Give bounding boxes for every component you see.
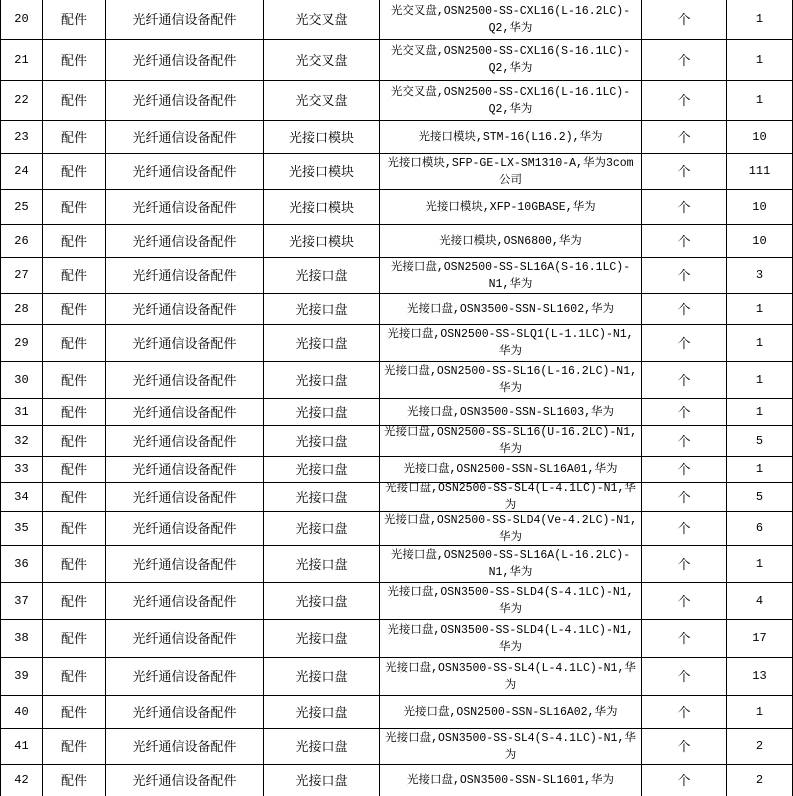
quantity-cell: 3 bbox=[727, 257, 793, 293]
quantity-cell: 1 bbox=[727, 398, 793, 425]
table-row bbox=[0, 293, 793, 324]
subcategory-cell: 光纤通信设备配件 bbox=[106, 189, 264, 224]
description-line: 光接口盘,OSN2500-SSN-SL16A01,华为 bbox=[403, 463, 618, 476]
description-line: 公司 bbox=[499, 173, 522, 187]
unit-cell: 个 bbox=[642, 425, 727, 456]
unit-cell: 个 bbox=[642, 482, 727, 511]
item-name-cell: 光接口盘 bbox=[264, 511, 380, 545]
item-name-cell: 光接口模块 bbox=[264, 120, 380, 153]
item-name-cell: 光接口模块 bbox=[264, 224, 380, 257]
row-number-cell: 36 bbox=[0, 545, 43, 582]
description-line: 光交叉盘,OSN2500-SS-CXL16(S-16.1LC)- bbox=[390, 45, 631, 58]
item-name-cell: 光接口模块 bbox=[264, 153, 380, 189]
item-name-cell: 光接口盘 bbox=[264, 257, 380, 293]
row-number-cell: 23 bbox=[0, 120, 43, 153]
subcategory-cell: 光纤通信设备配件 bbox=[106, 153, 264, 189]
table-row bbox=[0, 80, 793, 120]
description-line: 光接口模块,STM-16(L16.2),华为 bbox=[418, 130, 603, 144]
item-name-cell: 光交叉盘 bbox=[264, 0, 380, 39]
description-cell bbox=[380, 39, 642, 80]
description-cell bbox=[380, 153, 642, 189]
row-number-cell: 40 bbox=[0, 695, 43, 728]
category-cell: 配件 bbox=[43, 257, 106, 293]
unit-cell: 个 bbox=[642, 695, 727, 728]
item-name-cell: 光接口盘 bbox=[264, 764, 380, 796]
subcategory-cell: 光纤通信设备配件 bbox=[106, 398, 264, 425]
subcategory-cell: 光纤通信设备配件 bbox=[106, 695, 264, 728]
row-number-cell: 34 bbox=[0, 482, 43, 511]
category-cell: 配件 bbox=[43, 39, 106, 80]
item-name-cell: 光接口盘 bbox=[264, 425, 380, 456]
table-row bbox=[0, 619, 793, 657]
unit-cell: 个 bbox=[642, 0, 727, 39]
table-row bbox=[0, 511, 793, 545]
description-line: Q2,华为 bbox=[488, 21, 533, 35]
description-line: 光接口盘,OSN3500-SSN-SL1603,华为 bbox=[406, 405, 615, 419]
subcategory-cell: 光纤通信设备配件 bbox=[106, 511, 264, 545]
table-row bbox=[0, 728, 793, 764]
table-row bbox=[0, 39, 793, 80]
description-cell bbox=[380, 257, 642, 293]
table-row bbox=[0, 120, 793, 153]
table-row bbox=[0, 482, 793, 511]
table-row bbox=[0, 153, 793, 189]
quantity-cell: 1 bbox=[727, 80, 793, 120]
category-cell: 配件 bbox=[43, 582, 106, 619]
subcategory-cell: 光纤通信设备配件 bbox=[106, 456, 264, 482]
subcategory-cell: 光纤通信设备配件 bbox=[106, 764, 264, 796]
category-cell: 配件 bbox=[43, 120, 106, 153]
description-cell bbox=[380, 120, 642, 153]
subcategory-cell: 光纤通信设备配件 bbox=[106, 545, 264, 582]
row-number-cell: 22 bbox=[0, 80, 43, 120]
unit-cell: 个 bbox=[642, 224, 727, 257]
category-cell: 配件 bbox=[43, 764, 106, 796]
quantity-cell: 17 bbox=[727, 619, 793, 657]
quantity-cell: 10 bbox=[727, 189, 793, 224]
row-number-cell: 30 bbox=[0, 361, 43, 398]
unit-cell: 个 bbox=[642, 293, 727, 324]
item-name-cell: 光接口盘 bbox=[264, 657, 380, 695]
description-cell bbox=[380, 582, 642, 619]
unit-cell: 个 bbox=[642, 398, 727, 425]
description-cell bbox=[380, 619, 642, 657]
row-number-cell: 35 bbox=[0, 511, 43, 545]
category-cell: 配件 bbox=[43, 728, 106, 764]
description-line: Q2,华为 bbox=[488, 102, 533, 116]
unit-cell: 个 bbox=[642, 120, 727, 153]
description-cell bbox=[380, 80, 642, 120]
subcategory-cell: 光纤通信设备配件 bbox=[106, 293, 264, 324]
unit-cell: 个 bbox=[642, 80, 727, 120]
quantity-cell: 10 bbox=[727, 224, 793, 257]
unit-cell: 个 bbox=[642, 189, 727, 224]
description-cell bbox=[380, 293, 642, 324]
item-name-cell: 光接口模块 bbox=[264, 189, 380, 224]
category-cell: 配件 bbox=[43, 189, 106, 224]
item-name-cell: 光接口盘 bbox=[264, 324, 380, 361]
item-name-cell: 光接口盘 bbox=[264, 361, 380, 398]
description-line: 为 bbox=[504, 748, 517, 762]
item-name-cell: 光交叉盘 bbox=[264, 39, 380, 80]
quantity-cell: 13 bbox=[727, 657, 793, 695]
description-line: 光接口盘,OSN3500-SS-SLD4(L-4.1LC)-N1, bbox=[387, 623, 634, 637]
quantity-cell: 1 bbox=[727, 545, 793, 582]
table-row bbox=[0, 0, 793, 39]
item-name-cell: 光接口盘 bbox=[264, 728, 380, 764]
description-line: 华为 bbox=[499, 382, 522, 395]
description-line: Q2,华为 bbox=[488, 62, 533, 75]
description-line: N1,华为 bbox=[488, 566, 533, 579]
item-name-cell: 光接口盘 bbox=[264, 456, 380, 482]
row-number-cell: 31 bbox=[0, 398, 43, 425]
category-cell: 配件 bbox=[43, 361, 106, 398]
unit-cell: 个 bbox=[642, 545, 727, 582]
description-line: 光接口盘,OSN2500-SS-SL4(L-4.1LC)-N1,华 bbox=[385, 482, 636, 495]
quantity-cell: 1 bbox=[727, 361, 793, 398]
category-cell: 配件 bbox=[43, 398, 106, 425]
description-cell bbox=[380, 0, 642, 39]
quantity-cell: 4 bbox=[727, 582, 793, 619]
unit-cell: 个 bbox=[642, 728, 727, 764]
category-cell: 配件 bbox=[43, 0, 106, 39]
category-cell: 配件 bbox=[43, 80, 106, 120]
row-number-cell: 25 bbox=[0, 189, 43, 224]
item-name-cell: 光接口盘 bbox=[264, 482, 380, 511]
description-cell bbox=[380, 361, 642, 398]
description-line: 光接口盘,OSN2500-SS-SL16A(L-16.2LC)- bbox=[390, 549, 631, 562]
quantity-cell: 2 bbox=[727, 728, 793, 764]
unit-cell: 个 bbox=[642, 39, 727, 80]
category-cell: 配件 bbox=[43, 153, 106, 189]
quantity-cell: 1 bbox=[727, 324, 793, 361]
description-line: 光接口盘,OSN2500-SSN-SL16A02,华为 bbox=[403, 705, 618, 719]
description-line: 光接口模块,OSN6800,华为 bbox=[439, 234, 582, 248]
row-number-cell: 21 bbox=[0, 39, 43, 80]
description-line: 光接口盘,OSN2500-SS-SL16(L-16.2LC)-N1, bbox=[383, 365, 638, 378]
description-line: 光接口盘,OSN3500-SSN-SL1602,华为 bbox=[406, 302, 615, 316]
description-cell bbox=[380, 657, 642, 695]
category-cell: 配件 bbox=[43, 224, 106, 257]
description-line: 华为 bbox=[499, 345, 522, 358]
description-line: 华为 bbox=[499, 530, 522, 544]
subcategory-cell: 光纤通信设备配件 bbox=[106, 0, 264, 39]
subcategory-cell: 光纤通信设备配件 bbox=[106, 728, 264, 764]
table-row bbox=[0, 657, 793, 695]
row-number-cell: 42 bbox=[0, 764, 43, 796]
quantity-cell: 10 bbox=[727, 120, 793, 153]
description-cell bbox=[380, 511, 642, 545]
subcategory-cell: 光纤通信设备配件 bbox=[106, 482, 264, 511]
row-number-cell: 24 bbox=[0, 153, 43, 189]
quantity-cell: 111 bbox=[727, 153, 793, 189]
row-number-cell: 41 bbox=[0, 728, 43, 764]
description-line: 华为 bbox=[499, 603, 522, 616]
description-line: 华为 bbox=[499, 443, 522, 456]
quantity-cell: 1 bbox=[727, 293, 793, 324]
description-cell bbox=[380, 425, 642, 456]
description-cell bbox=[380, 224, 642, 257]
description-line: 华为 bbox=[499, 640, 522, 654]
subcategory-cell: 光纤通信设备配件 bbox=[106, 324, 264, 361]
quantity-cell: 6 bbox=[727, 511, 793, 545]
table-row bbox=[0, 324, 793, 361]
quantity-cell: 2 bbox=[727, 764, 793, 796]
quantity-cell: 5 bbox=[727, 482, 793, 511]
unit-cell: 个 bbox=[642, 153, 727, 189]
unit-cell: 个 bbox=[642, 657, 727, 695]
table-row bbox=[0, 189, 793, 224]
subcategory-cell: 光纤通信设备配件 bbox=[106, 39, 264, 80]
description-cell bbox=[380, 456, 642, 482]
quantity-cell: 1 bbox=[727, 456, 793, 482]
description-line: 为 bbox=[504, 499, 517, 511]
item-name-cell: 光接口盘 bbox=[264, 619, 380, 657]
description-line: N1,华为 bbox=[488, 277, 533, 291]
description-line: 光交叉盘,OSN2500-SS-CXL16(L-16.1LC)- bbox=[390, 85, 631, 99]
description-line: 光接口模块,SFP-GE-LX-SM1310-A,华为3com bbox=[387, 156, 634, 170]
unit-cell: 个 bbox=[642, 582, 727, 619]
category-cell: 配件 bbox=[43, 482, 106, 511]
item-name-cell: 光接口盘 bbox=[264, 695, 380, 728]
row-number-cell: 39 bbox=[0, 657, 43, 695]
subcategory-cell: 光纤通信设备配件 bbox=[106, 224, 264, 257]
subcategory-cell: 光纤通信设备配件 bbox=[106, 619, 264, 657]
description-line: 为 bbox=[504, 678, 517, 692]
quantity-cell: 1 bbox=[727, 695, 793, 728]
subcategory-cell: 光纤通信设备配件 bbox=[106, 425, 264, 456]
row-number-cell: 27 bbox=[0, 257, 43, 293]
description-cell bbox=[380, 189, 642, 224]
table-row bbox=[0, 764, 793, 796]
subcategory-cell: 光纤通信设备配件 bbox=[106, 80, 264, 120]
unit-cell: 个 bbox=[642, 324, 727, 361]
description-cell bbox=[380, 764, 642, 796]
description-cell bbox=[380, 324, 642, 361]
description-line: 光接口模块,XFP-10GBASE,华为 bbox=[425, 200, 596, 214]
table-row bbox=[0, 545, 793, 582]
unit-cell: 个 bbox=[642, 764, 727, 796]
category-cell: 配件 bbox=[43, 695, 106, 728]
table-row bbox=[0, 398, 793, 425]
unit-cell: 个 bbox=[642, 361, 727, 398]
subcategory-cell: 光纤通信设备配件 bbox=[106, 582, 264, 619]
item-name-cell: 光接口盘 bbox=[264, 293, 380, 324]
row-number-cell: 28 bbox=[0, 293, 43, 324]
table-row bbox=[0, 361, 793, 398]
item-name-cell: 光接口盘 bbox=[264, 582, 380, 619]
category-cell: 配件 bbox=[43, 545, 106, 582]
unit-cell: 个 bbox=[642, 511, 727, 545]
item-name-cell: 光交叉盘 bbox=[264, 80, 380, 120]
description-cell bbox=[380, 728, 642, 764]
row-number-cell: 33 bbox=[0, 456, 43, 482]
category-cell: 配件 bbox=[43, 511, 106, 545]
description-line: 光接口盘,OSN2500-SS-SLD4(Ve-4.2LC)-N1, bbox=[383, 513, 638, 527]
description-line: 光接口盘,OSN3500-SS-SL4(S-4.1LC)-N1,华 bbox=[385, 731, 636, 745]
category-cell: 配件 bbox=[43, 619, 106, 657]
category-cell: 配件 bbox=[43, 293, 106, 324]
item-name-cell: 光接口盘 bbox=[264, 545, 380, 582]
category-cell: 配件 bbox=[43, 425, 106, 456]
unit-cell: 个 bbox=[642, 456, 727, 482]
category-cell: 配件 bbox=[43, 456, 106, 482]
table-row bbox=[0, 224, 793, 257]
description-cell bbox=[380, 482, 642, 511]
quantity-cell: 1 bbox=[727, 39, 793, 80]
subcategory-cell: 光纤通信设备配件 bbox=[106, 120, 264, 153]
subcategory-cell: 光纤通信设备配件 bbox=[106, 361, 264, 398]
description-line: 光接口盘,OSN3500-SS-SL4(L-4.1LC)-N1,华 bbox=[385, 661, 636, 675]
table-row bbox=[0, 582, 793, 619]
description-line: 光接口盘,OSN2500-SS-SLQ1(L-1.1LC)-N1, bbox=[387, 328, 634, 341]
table-row bbox=[0, 425, 793, 456]
quantity-cell: 1 bbox=[727, 0, 793, 39]
description-line: 光接口盘,OSN3500-SSN-SL1601,华为 bbox=[406, 774, 615, 787]
table-row bbox=[0, 695, 793, 728]
description-cell bbox=[380, 398, 642, 425]
row-number-cell: 29 bbox=[0, 324, 43, 361]
description-line: 光接口盘,OSN2500-SS-SL16(U-16.2LC)-N1, bbox=[383, 426, 638, 439]
description-line: 光接口盘,OSN2500-SS-SL16A(S-16.1LC)- bbox=[390, 260, 631, 274]
table-row bbox=[0, 257, 793, 293]
unit-cell: 个 bbox=[642, 257, 727, 293]
category-cell: 配件 bbox=[43, 324, 106, 361]
row-number-cell: 38 bbox=[0, 619, 43, 657]
category-cell: 配件 bbox=[43, 657, 106, 695]
item-name-cell: 光接口盘 bbox=[264, 398, 380, 425]
quantity-cell: 5 bbox=[727, 425, 793, 456]
row-number-cell: 20 bbox=[0, 0, 43, 39]
subcategory-cell: 光纤通信设备配件 bbox=[106, 257, 264, 293]
description-cell bbox=[380, 695, 642, 728]
row-number-cell: 37 bbox=[0, 582, 43, 619]
subcategory-cell: 光纤通信设备配件 bbox=[106, 657, 264, 695]
unit-cell: 个 bbox=[642, 619, 727, 657]
description-cell bbox=[380, 545, 642, 582]
row-number-cell: 26 bbox=[0, 224, 43, 257]
description-line: 光接口盘,OSN3500-SS-SLD4(S-4.1LC)-N1, bbox=[387, 586, 634, 599]
description-line: 光交叉盘,OSN2500-SS-CXL16(L-16.2LC)- bbox=[390, 4, 631, 18]
row-number-cell: 32 bbox=[0, 425, 43, 456]
table-row bbox=[0, 456, 793, 482]
